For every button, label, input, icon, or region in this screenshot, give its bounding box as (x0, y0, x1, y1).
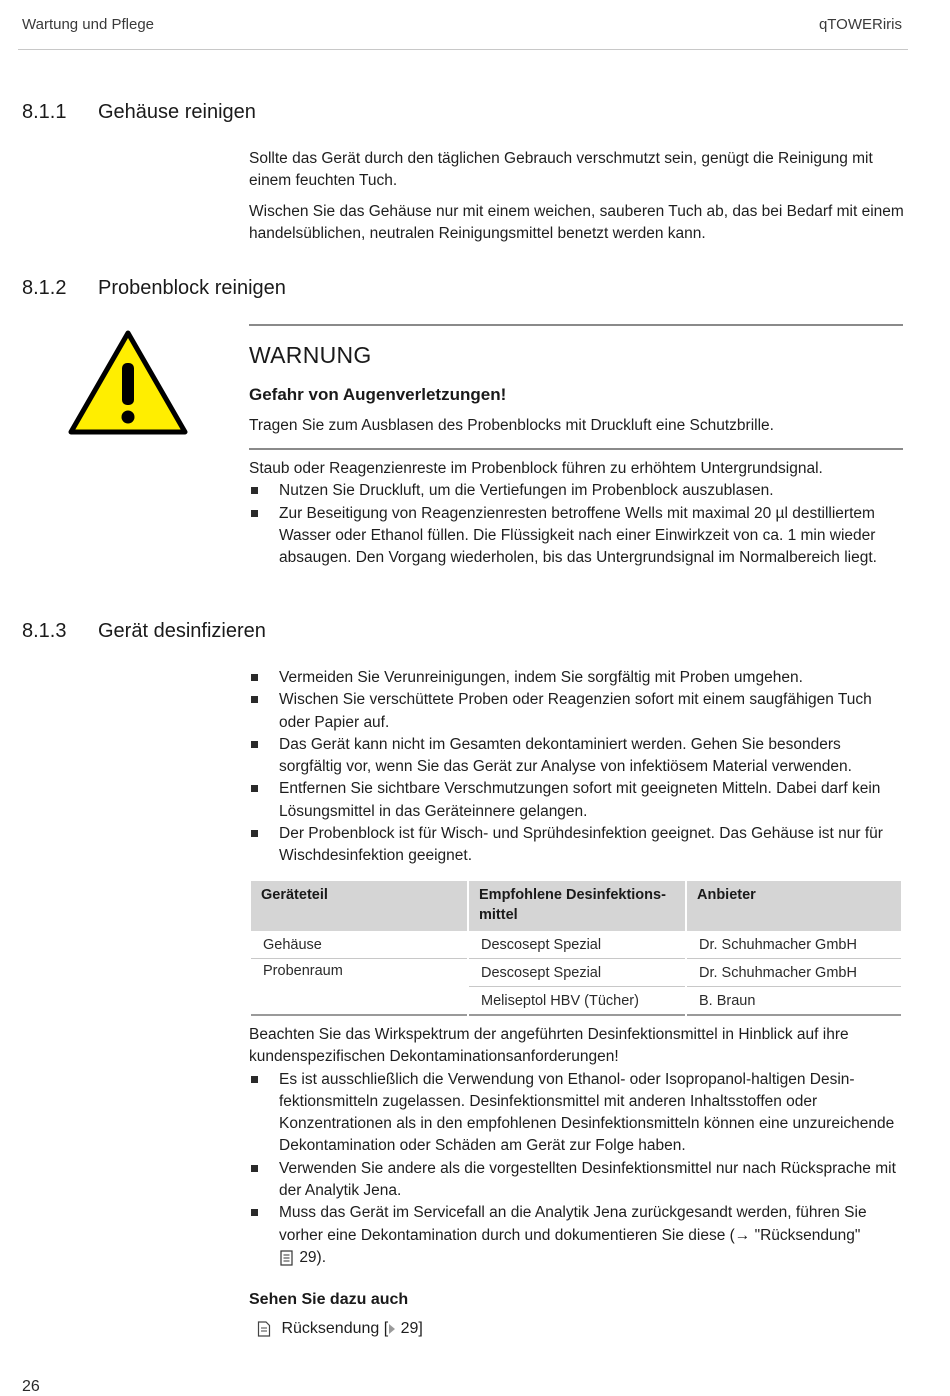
section-number: 8.1.2 (22, 277, 67, 299)
see-also-link[interactable] (257, 1320, 423, 1338)
section-813-notes (249, 1024, 904, 1269)
section-title: Gerät desinfizieren (98, 620, 266, 642)
disinfectant-table (249, 881, 903, 1016)
list-item: Verwenden Sie andere als die vorgestellten Desinfektionsmittel nur nach Rücksprache mit der Analytik Jena. (249, 1158, 904, 1203)
table-cell: Probenraum (251, 959, 467, 1016)
paragraph: Staub oder Reagenzienreste im Probenblock führen zu erhöhtem Untergrundsignal. (249, 460, 823, 477)
list-item-text: Muss das Gerät im Servicefall an die Analytik Jena zurückgesandt werden, führen Sie vorher eine Dekontamination durch und dokumentieren Sie diese (→ "Rücksendung" (279, 1204, 867, 1244)
paragraph: Wischen Sie das Gehäuse nur mit einem weichen, sauberen Tuch ab, das bei Bedarf mit einem handelsüblichen, neutralen Reinigungsmittel benetzt werden kann. (249, 202, 904, 242)
table-cell: Descosept Spezial (469, 931, 685, 959)
table-header-row (251, 881, 901, 931)
section-number: 8.1.3 (22, 620, 67, 642)
bullet-list (249, 667, 904, 868)
header-product: qTOWERiris (818, 16, 902, 33)
column-header: Geräteteil (251, 881, 467, 931)
list-item: Nutzen Sie Druckluft, um die Vertiefungen im Probenblock auszublasen. (249, 480, 904, 502)
paragraph: Sollte das Gerät durch den täglichen Gebrauch verschmutzt sein, genügt die Reinigung mit einem feuchten Tuch. (249, 150, 873, 190)
table-cell: Gehäuse (251, 931, 467, 959)
page-ref-link[interactable]: 29). (299, 1248, 327, 1266)
bullet-list (249, 480, 904, 569)
paragraph: Beachten Sie das Wirkspektrum der angeführten Desinfektionsmittel in Hinblick auf ihre kundenspezifischen Dekontaminationsanforderungen! (249, 1026, 849, 1066)
table-row (251, 959, 901, 987)
warning-title: WARNUNG (249, 342, 372, 368)
list-item: Es ist ausschließlich die Verwendung von Ethanol- oder Isopropanol-haltigen Desinfektionsmitteln zugelassen. Desinfektionsmittel mit anderen Inhaltsstoffen oder Konzentrationen als in den empfohlenen Desinfektionsmitteln können eine unzureichende Dekontamination oder Schäden am Gerät zur Folge haben. (249, 1069, 904, 1158)
section-813-bullets (249, 667, 904, 868)
list-item: Vermeiden Sie Verunreinigungen, indem Sie sorgfältig mit Proben umgehen. (249, 667, 904, 689)
header-divider (18, 49, 908, 50)
section-number: 8.1.1 (22, 101, 67, 123)
warning-triangle-icon (68, 330, 188, 436)
bullet-list (249, 1069, 904, 1270)
column-header: Empfohlene Desinfektionsmittel (469, 881, 685, 931)
section-heading-811 (22, 101, 256, 124)
warning-text: Tragen Sie zum Ausblasen des Probenblocks mit Druckluft eine Schutzbrille. (249, 417, 774, 434)
list-item: Der Probenblock ist für Wisch- und Sprühdesinfektion geeignet. Das Gehäuse ist nur für Wischdesinfektion geeignet. (249, 823, 904, 868)
table-cell: Dr. Schuhmacher GmbH (687, 931, 901, 959)
table-cell: Descosept Spezial (469, 959, 685, 987)
arrow-right-icon (388, 1323, 396, 1335)
column-header: Anbieter (687, 881, 901, 931)
section-heading-813 (22, 620, 266, 643)
list-item: Zur Beseitigung von Reagenzienresten betroffene Wells mit maximal 20 µl destilliertem Wasser oder Ethanol füllen. Die Flüssigkeit nach einer Einwirkzeit von ca. 1 min wieder absaugen. Den Vorgang wiederholen, bis das Untergrundsignal im Normalbereich liegt. (249, 503, 904, 570)
header-chapter: Wartung und Pflege (22, 16, 155, 33)
section-heading-812 (22, 277, 286, 300)
warning-top-rule (249, 324, 903, 326)
section-title: Gehäuse reinigen (98, 101, 256, 123)
document-icon (257, 1321, 271, 1337)
list-item: Entfernen Sie sichtbare Verschmutzungen sofort mit geeigneten Mitteln. Dabei darf kein Lösungsmittel in das Geräteinnere gelangen. (249, 778, 904, 823)
see-also-title: Sehen Sie dazu auch (249, 1291, 409, 1308)
list-item: Das Gerät kann nicht im Gesamten dekontaminiert werden. Gehen Sie besonders sorgfältig vor, wenn Sie das Gerät zur Analyse von infektiösem Material verwenden. (249, 734, 904, 779)
section-title: Probenblock reinigen (98, 277, 286, 299)
page-number: 26 (22, 1378, 40, 1395)
table-cell: Dr. Schuhmacher GmbH (687, 959, 901, 987)
page-ref-icon (279, 1250, 295, 1266)
warning-subtitle: Gefahr von Augenverletzungen! (249, 385, 507, 404)
see-also-link-text[interactable]: Rücksendung [ (281, 1320, 389, 1337)
table-cell: B. Braun (687, 987, 901, 1016)
section-812-body (249, 458, 904, 569)
table-row (251, 931, 901, 959)
table-cell: Meliseptol HBV (Tücher) (469, 987, 685, 1016)
list-item: Wischen Sie verschüttete Proben oder Reagenzien sofort mit einem saugfähigen Tuch oder Papier auf. (249, 689, 904, 734)
see-also-link-page[interactable]: 29] (396, 1320, 423, 1337)
section-811-body (249, 148, 904, 245)
warning-bottom-rule (249, 448, 903, 450)
list-item (249, 1202, 904, 1269)
